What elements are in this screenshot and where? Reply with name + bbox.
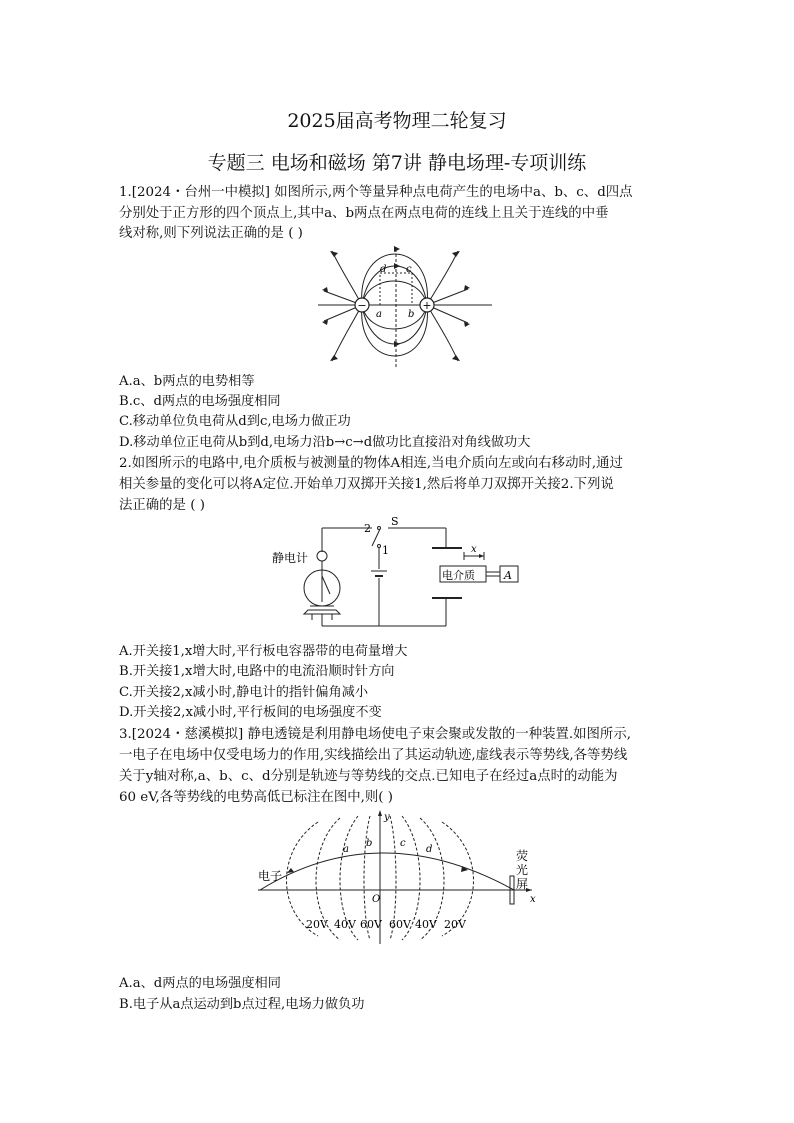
point-b-label: b — [408, 309, 415, 320]
q3-stem-line1: 3.[2024・慈溪模拟] 静电透镜是利用静电场使电子束会聚或发散的一种装置.如图所示, — [119, 727, 631, 742]
q2-circuit-figure — [268, 514, 528, 638]
point-c-label: c — [400, 838, 406, 849]
q1-option-a: A.a、b两点的电势相等 — [119, 374, 255, 389]
document-title: 2025届高考物理二轮复习 — [287, 110, 507, 132]
q1-stem-line2: 分别处于正方形的四个顶点上,其中a、b两点在两点电荷的连线上且关于连线的中垂 — [119, 206, 609, 221]
point-b-label: b — [366, 838, 373, 849]
potential-label: 60V — [389, 918, 411, 931]
q3-stem-line3: 关于y轴对称,a、b、c、d分别是轨迹与等势线的交点.已知电子在经过a点时的动能为 — [119, 769, 618, 784]
q1-stem-line1: 1.[2024・台州一中模拟] 如图所示,两个等量异种点电荷产生的电场中a、b、c、d四点 — [119, 185, 633, 200]
q2-option-b: B.开关接1,x增大时,电路中的电流沿顺时针方向 — [119, 664, 395, 679]
q2-stem-line2: 相关参量的变化可以将A定位.开始单刀双掷开关接1,然后将单刀双掷开关接2.下列说 — [119, 477, 614, 492]
potential-label: 40V — [334, 918, 356, 931]
q3-option-a: A.a、d两点的电场强度相同 — [119, 976, 281, 991]
potential-label: 20V — [444, 918, 466, 931]
q3-electrostatic-lens-figure — [254, 806, 546, 948]
q1-option-d: D.移动单位正电荷从b到d,电场力沿b→c→d做功比直接沿对角线做功大 — [119, 435, 531, 450]
point-a-label: a — [376, 309, 382, 320]
screen-label-2: 光 — [516, 863, 529, 877]
dielectric-label: 电介质 — [442, 569, 475, 582]
document-subtitle: 专题三 电场和磁场 第7讲 静电场理-专项训练 — [207, 152, 587, 174]
q2-stem-line3: 法正确的是 ( ) — [119, 498, 205, 513]
switch-pos1-label: 1 — [382, 544, 389, 557]
y-axis-label: y — [384, 812, 390, 823]
q3-stem-line4: 60 eV,各等势线的电势高低已标注在图中,则( ) — [119, 790, 394, 805]
q1-option-b: B.c、d两点的电场强度相同 — [119, 394, 281, 409]
negative-charge-label: − — [357, 299, 367, 312]
point-d-label: d — [380, 264, 387, 275]
x-axis-label: x — [530, 894, 536, 905]
q3-stem-line2: 一电子在电场中仅受电场力的作用,实线描绘出了其运动轨迹,虚线表示等势线,各等势线 — [119, 748, 628, 763]
point-a-label: a — [343, 844, 349, 855]
x-label: x — [471, 544, 477, 555]
electron-label: 电子 — [258, 869, 283, 883]
object-a-label: A — [504, 569, 512, 582]
q3-option-b: B.电子从a点运动到b点过程,电场力做负功 — [119, 997, 365, 1012]
q2-stem-line1: 2.如图所示的电路中,电介质板与被测量的物体A相连,当电介质向左或向右移动时,通过 — [119, 456, 623, 471]
q2-option-a: A.开关接1,x增大时,平行板电容器带的电荷量增大 — [119, 644, 408, 659]
positive-charge-label: + — [422, 299, 432, 312]
q1-dipole-field-figure — [310, 243, 500, 371]
potential-label: 60V — [360, 918, 382, 931]
switch-s-label: S — [391, 515, 399, 528]
screen-label-1: 荧 — [516, 849, 529, 863]
q2-option-c: C.开关接2,x减小时,静电计的指针偏角减小 — [119, 685, 369, 700]
screen-label-3: 屏 — [516, 877, 529, 891]
q1-option-c: C.移动单位负电荷从d到c,电场力做正功 — [119, 414, 351, 429]
origin-label: O — [372, 894, 381, 905]
point-d-label: d — [426, 844, 433, 855]
potential-label: 20V — [306, 918, 328, 931]
switch-pos2-label: 2 — [364, 522, 371, 535]
point-c-label: c — [406, 264, 412, 275]
potential-label: 40V — [415, 918, 437, 931]
q2-option-d: D.开关接2,x减小时,平行板间的电场强度不变 — [119, 705, 382, 720]
electroscope-label: 静电计 — [272, 551, 309, 565]
q1-stem-line3: 线对称,则下列说法正确的是 ( ) — [119, 226, 303, 241]
